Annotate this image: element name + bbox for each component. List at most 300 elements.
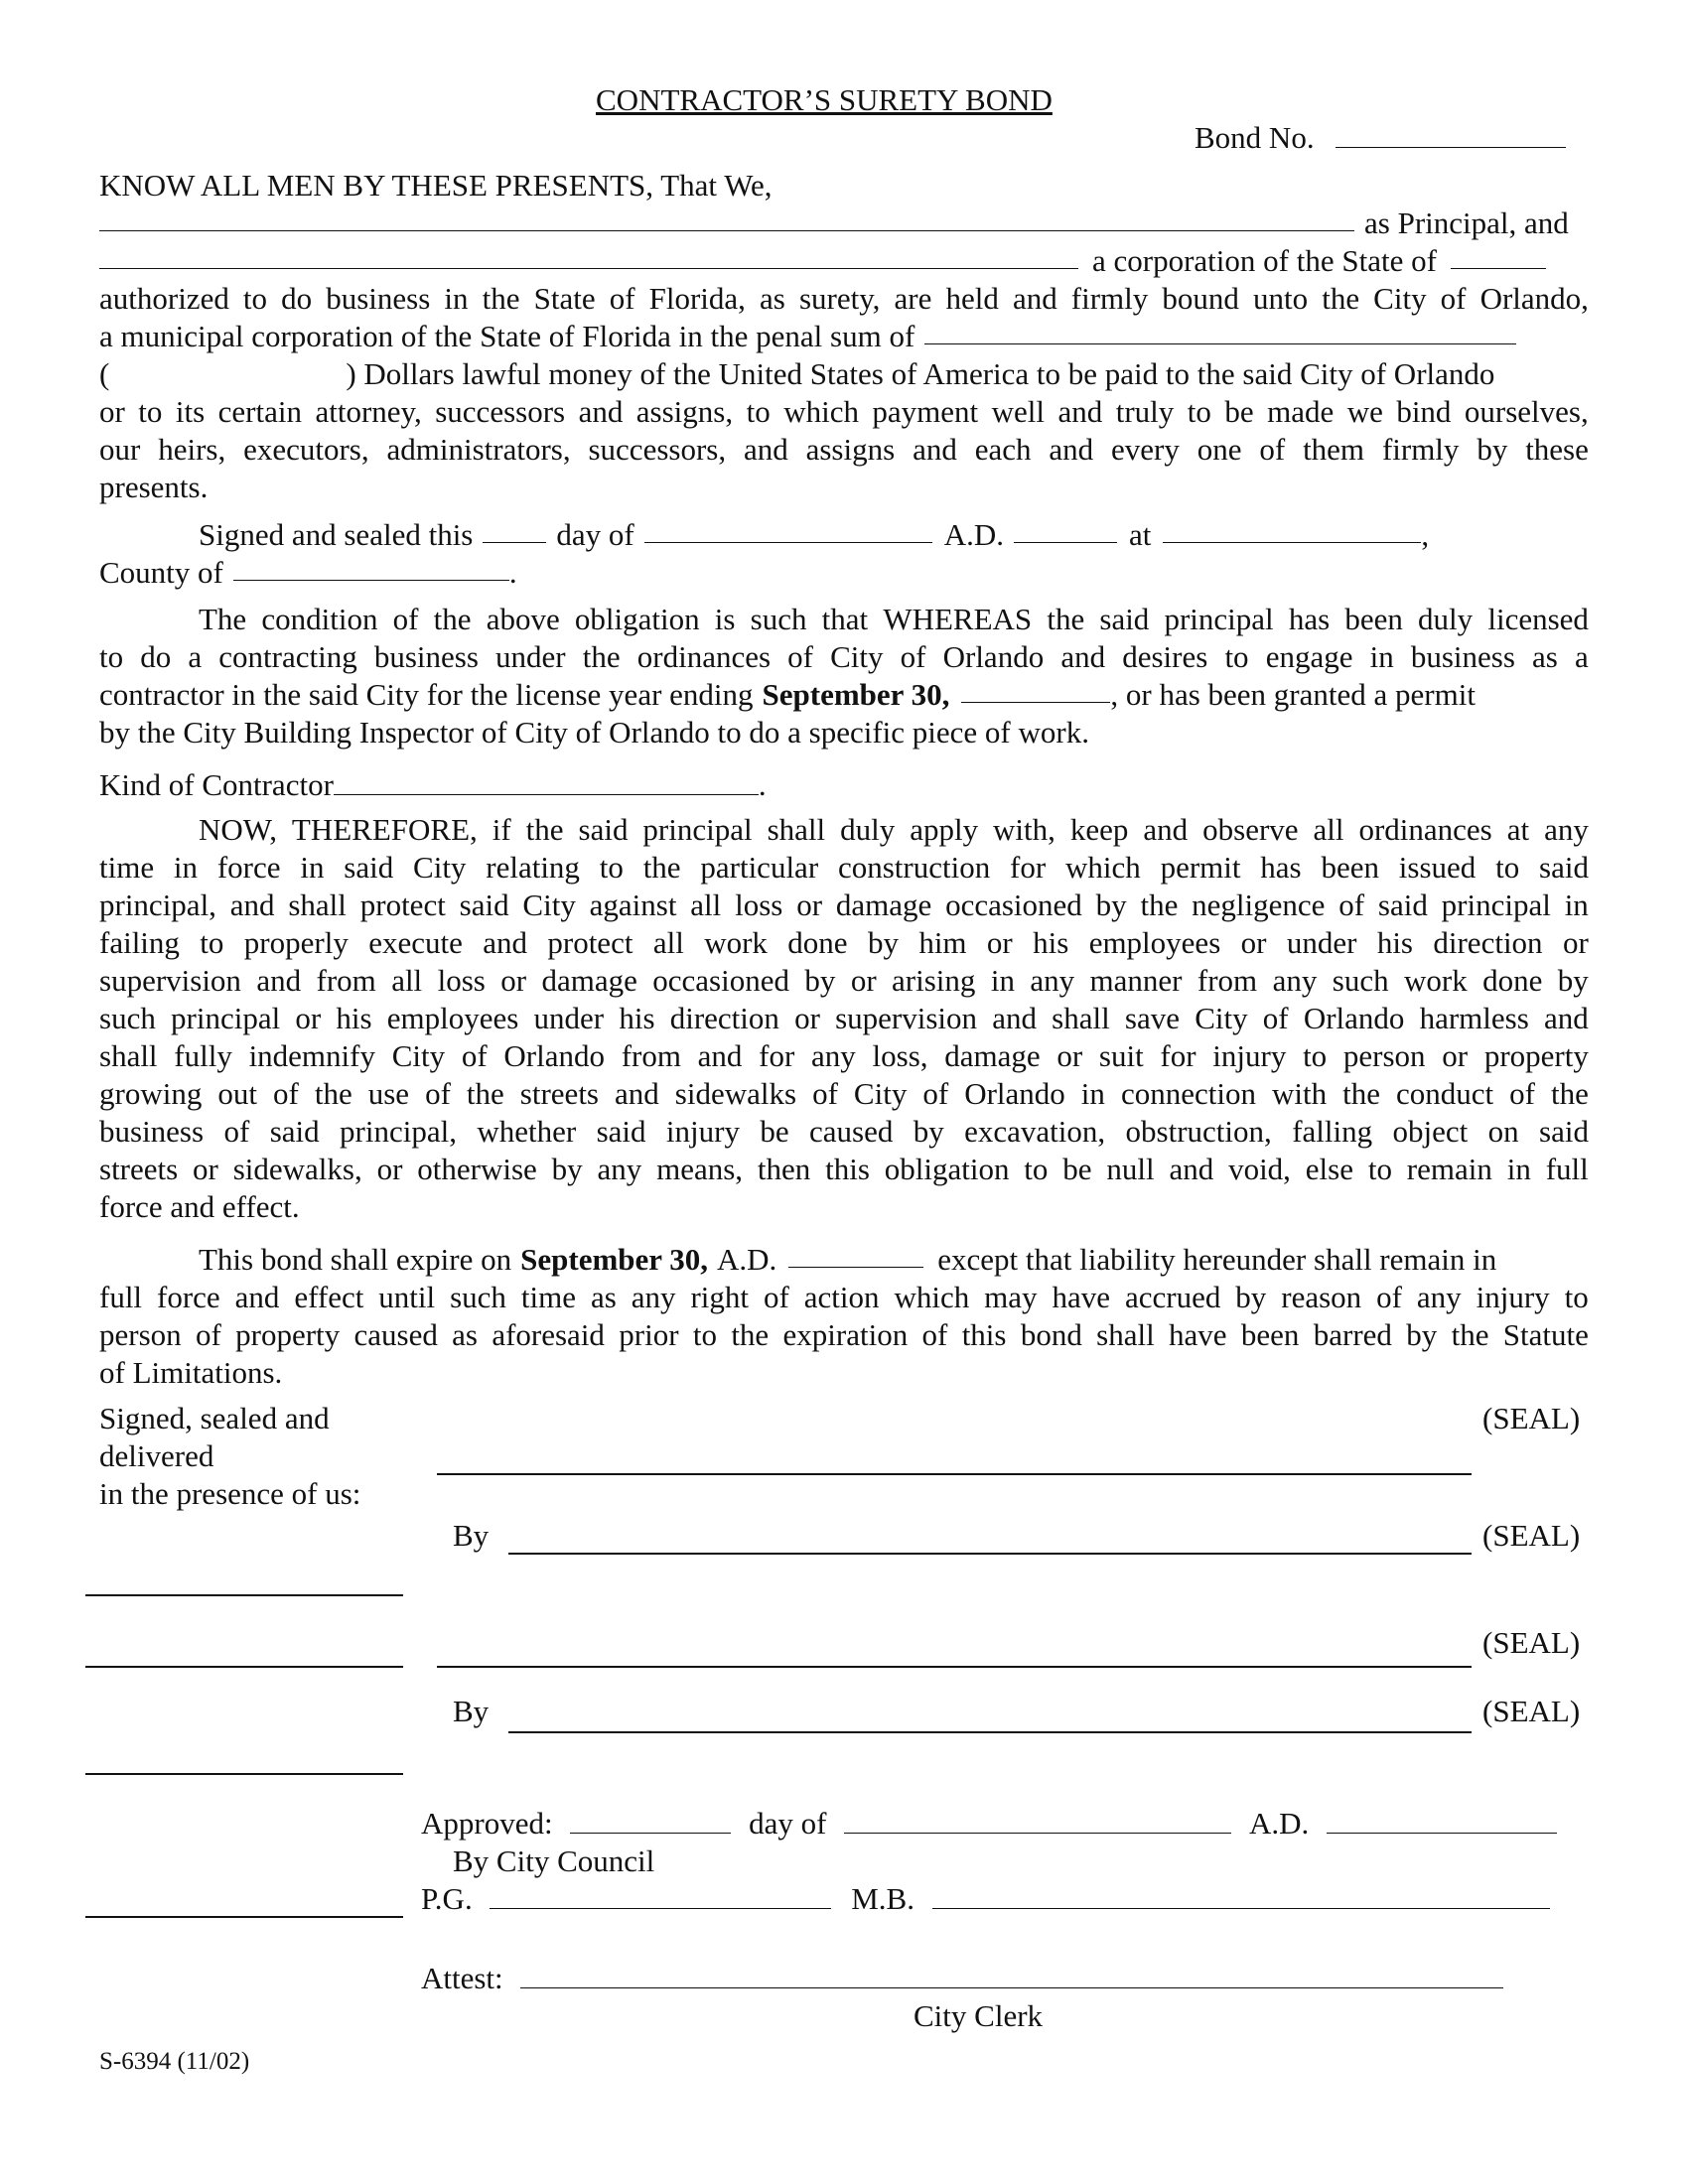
word: City xyxy=(391,1038,446,1073)
word: condition xyxy=(261,602,378,636)
word: barred xyxy=(1313,1317,1392,1352)
word: and xyxy=(1049,432,1094,467)
witness-signature-line-3[interactable] xyxy=(85,1773,403,1775)
word: person xyxy=(1342,1038,1426,1073)
word: shall xyxy=(767,812,826,847)
word: which xyxy=(894,1280,970,1314)
word: his xyxy=(336,1001,372,1035)
word: above xyxy=(486,602,560,636)
approved-month-field[interactable] xyxy=(844,1807,1231,1834)
word: we xyxy=(1346,394,1383,429)
word: and xyxy=(256,963,302,998)
word: to xyxy=(1187,394,1211,429)
word: of xyxy=(461,1038,488,1073)
word: force xyxy=(157,1280,220,1314)
word: then xyxy=(757,1152,811,1186)
word: ordinances xyxy=(636,639,772,674)
intro-line4 xyxy=(99,280,1589,318)
word: and xyxy=(1143,812,1189,847)
word: his xyxy=(619,1001,655,1035)
page-title: CONTRACTOR’S SURETY BOND xyxy=(596,82,1053,117)
condition-line3: contractor in the said City for the license year ending September 30, , or has been granted a permit xyxy=(99,677,1476,712)
word: or xyxy=(193,1152,218,1186)
word: be xyxy=(1062,1152,1092,1186)
word: duly xyxy=(840,812,896,847)
word: heirs, xyxy=(158,432,226,467)
word: to xyxy=(1495,850,1520,885)
word: damage xyxy=(944,1038,1041,1073)
word: negligence xyxy=(1192,887,1326,922)
signed-year-field[interactable] xyxy=(1014,516,1117,543)
word: one xyxy=(1196,432,1242,467)
word: of xyxy=(425,1076,451,1111)
word: excavation, xyxy=(964,1114,1106,1149)
word: shall xyxy=(99,1038,158,1073)
word: to xyxy=(138,394,163,429)
word: in xyxy=(1369,639,1394,674)
word: the xyxy=(482,281,520,316)
word: by xyxy=(804,963,836,998)
word: injury xyxy=(1476,1280,1550,1314)
word: such xyxy=(750,602,807,636)
word: The xyxy=(199,602,247,636)
word: protect xyxy=(359,887,446,922)
word: at xyxy=(1506,812,1530,847)
word: and xyxy=(615,1076,659,1111)
word: been xyxy=(1321,850,1379,885)
word: to xyxy=(692,1317,717,1352)
expiry-year-field[interactable] xyxy=(788,1241,923,1268)
seal-label-1: (SEAL) xyxy=(1482,1401,1581,1435)
word: all xyxy=(690,887,722,922)
word: time xyxy=(99,850,155,885)
word: in xyxy=(990,963,1015,998)
word: with, xyxy=(993,812,1055,847)
word: of xyxy=(1440,281,1467,316)
word: licensed xyxy=(1487,602,1589,636)
word: duly xyxy=(1418,602,1474,636)
word: issued xyxy=(1398,850,1477,885)
word: employees xyxy=(1088,925,1221,960)
word: be xyxy=(1224,394,1254,429)
intro-line5: a municipal corporation of the State of Florida in the penal sum of xyxy=(99,318,1589,355)
approved-day-field[interactable] xyxy=(570,1807,731,1834)
kind-of-contractor-field[interactable] xyxy=(334,768,759,795)
now-therefore-paragraph xyxy=(99,811,1589,1226)
surety-by-signature-line[interactable] xyxy=(508,1731,1472,1733)
bond-no-field[interactable] xyxy=(1336,121,1566,148)
by-label-1: By xyxy=(453,1518,490,1553)
signed-sealed-line1: Signed and sealed this day of A.D. at , xyxy=(199,517,1430,552)
now-therefore-line xyxy=(99,1037,1589,1075)
word: to xyxy=(746,394,771,429)
word: loss xyxy=(437,963,486,998)
word: and xyxy=(234,1280,280,1314)
attest-signature-field[interactable] xyxy=(520,1962,1503,1988)
word: by xyxy=(551,1152,583,1186)
word: of xyxy=(392,602,419,636)
word: State xyxy=(533,281,596,316)
word: from xyxy=(316,963,376,998)
word: the xyxy=(466,1076,504,1111)
word: properly xyxy=(243,925,349,960)
word: permit xyxy=(1160,850,1241,885)
word: apply xyxy=(910,812,979,847)
word: have xyxy=(1169,1317,1227,1352)
word: right xyxy=(690,1280,749,1314)
word: such xyxy=(450,1280,506,1314)
expiry-line2 xyxy=(99,1279,1589,1316)
word: well xyxy=(991,394,1046,429)
surety-state-field[interactable] xyxy=(1451,242,1546,269)
word: occasioned xyxy=(652,963,789,998)
word: force xyxy=(216,850,281,885)
word: action xyxy=(803,1280,880,1314)
word: all xyxy=(1313,812,1344,847)
expiry-line4: of Limitations. xyxy=(99,1355,283,1390)
witness-signature-line-1[interactable] xyxy=(85,1594,403,1596)
word: said xyxy=(596,1114,646,1149)
approved-year-field[interactable] xyxy=(1327,1807,1557,1834)
county-field[interactable] xyxy=(233,554,509,581)
surety-signature-line[interactable] xyxy=(437,1666,1472,1668)
word: all xyxy=(652,925,684,960)
word: under xyxy=(533,1001,605,1035)
word: caused xyxy=(353,1317,438,1352)
word: any xyxy=(811,1038,856,1073)
word: principal xyxy=(642,812,753,847)
word: obstruction, xyxy=(1125,1114,1272,1149)
word: reason xyxy=(1281,1280,1362,1314)
word: occasioned xyxy=(945,887,1082,922)
word: of xyxy=(787,639,813,674)
now-therefore-line xyxy=(99,1151,1589,1188)
word: principal xyxy=(1441,887,1551,922)
principal-name-field[interactable] xyxy=(99,205,1354,231)
word: such xyxy=(1332,963,1389,998)
word: the xyxy=(1342,1076,1380,1111)
word: and xyxy=(1543,1001,1589,1035)
word: ordinances xyxy=(1358,812,1492,847)
word: with xyxy=(1271,1076,1328,1111)
word: supervision xyxy=(99,963,241,998)
word: and xyxy=(913,432,957,467)
word: be xyxy=(760,1114,789,1149)
word: in xyxy=(173,850,199,885)
word: as xyxy=(760,281,785,316)
word: of xyxy=(223,1114,250,1149)
word: shall xyxy=(288,887,347,922)
word: bind xyxy=(1396,394,1452,429)
word: property xyxy=(235,1317,341,1352)
word: executors, xyxy=(243,432,369,467)
word: void, xyxy=(1228,1152,1291,1186)
by-label-2: By xyxy=(453,1694,490,1728)
word: by xyxy=(913,1114,944,1149)
word: conduct xyxy=(1396,1076,1494,1111)
word: property xyxy=(1483,1038,1589,1073)
word: that xyxy=(821,602,869,636)
word: against xyxy=(589,887,677,922)
seal-label-4: (SEAL) xyxy=(1482,1694,1581,1728)
word: surety, xyxy=(798,281,881,316)
mb-field[interactable] xyxy=(932,1882,1550,1909)
word: this xyxy=(825,1152,870,1186)
word: or xyxy=(376,1152,403,1186)
word: City xyxy=(853,1076,908,1111)
word: in xyxy=(1080,1076,1105,1111)
word: payment xyxy=(872,394,979,429)
word: in xyxy=(300,850,325,885)
word: NOW, xyxy=(199,812,277,847)
word: any xyxy=(597,1152,642,1186)
form-number: S-6394 (11/02) xyxy=(99,2048,250,2075)
word: and xyxy=(578,394,624,429)
word: principal, xyxy=(340,1114,457,1149)
word: City xyxy=(1373,281,1427,316)
word: prior xyxy=(619,1317,679,1352)
approved-row: Approved: day of A.D. xyxy=(421,1805,1557,1843)
word: certain xyxy=(217,394,302,429)
expiry-line3 xyxy=(99,1316,1589,1354)
bond-no-label: Bond No. xyxy=(1195,120,1315,155)
word: the xyxy=(731,1317,770,1352)
word: each xyxy=(974,432,1032,467)
now-therefore-line xyxy=(99,887,1589,924)
word: and xyxy=(483,925,527,960)
word: the xyxy=(433,602,472,636)
intro-line2: as Principal, and xyxy=(99,205,1589,242)
word: by xyxy=(1095,887,1127,922)
word: relating xyxy=(486,850,580,885)
signed-month-field[interactable] xyxy=(644,516,932,543)
word: unto xyxy=(1252,281,1309,316)
word: said xyxy=(1539,1114,1589,1149)
principal-by-signature-line[interactable] xyxy=(508,1553,1472,1555)
condition-paragraph xyxy=(99,601,1589,751)
word: person xyxy=(99,1317,182,1352)
bond-no-row xyxy=(1195,119,1566,157)
word: every xyxy=(1111,432,1180,467)
now-therefore-line: force and effect. xyxy=(99,1189,300,1224)
word: falling xyxy=(1292,1114,1373,1149)
word: firmly xyxy=(1070,281,1149,316)
word: and xyxy=(1057,394,1103,429)
word: contracting xyxy=(218,639,357,674)
now-therefore-line xyxy=(99,924,1589,962)
word: to xyxy=(1564,1280,1589,1314)
word: or xyxy=(794,1001,820,1035)
condition-line4: by the City Building Inspector of City of Orlando to do a specific piece of work. xyxy=(99,715,1089,750)
witness-caption-line3: in the presence of us: xyxy=(99,1476,361,1511)
word: in xyxy=(444,281,469,316)
word: Orlando xyxy=(942,639,1045,674)
word: such xyxy=(99,1001,156,1035)
principal-signature-line[interactable] xyxy=(437,1473,1472,1475)
word: failing xyxy=(99,925,180,960)
word: made xyxy=(1267,394,1335,429)
word: of xyxy=(609,281,635,316)
signed-day-field[interactable] xyxy=(483,516,546,543)
word: which xyxy=(1064,850,1141,885)
word: City xyxy=(1195,1001,1248,1035)
word: or xyxy=(99,394,125,429)
word: Orlando xyxy=(1303,1001,1405,1035)
word: of xyxy=(812,1076,838,1111)
word: business xyxy=(99,1114,205,1149)
word: connection xyxy=(1120,1076,1256,1111)
word: any xyxy=(1544,812,1589,847)
word: sidewalks xyxy=(674,1076,797,1111)
word: said xyxy=(269,1114,320,1149)
word: of xyxy=(1259,432,1286,467)
word: fully xyxy=(174,1038,232,1073)
word: the xyxy=(314,1076,352,1111)
word: work xyxy=(704,925,768,960)
witness-signature-line-2[interactable] xyxy=(85,1666,403,1668)
word: of xyxy=(195,1317,221,1352)
word: are xyxy=(894,281,932,316)
word: in xyxy=(1506,1152,1531,1186)
word: streets xyxy=(99,1152,179,1186)
word: which xyxy=(783,394,859,429)
condition-line2 xyxy=(99,638,1589,676)
word: desires xyxy=(1122,639,1208,674)
word: or xyxy=(1240,925,1267,960)
witness-caption-line2: delivered xyxy=(99,1438,214,1473)
word: City xyxy=(522,887,576,922)
word: else xyxy=(1305,1152,1353,1186)
word: of xyxy=(763,1280,789,1314)
word: any xyxy=(1030,963,1075,998)
word: whether xyxy=(477,1114,577,1149)
word: under xyxy=(495,639,566,674)
word: and xyxy=(992,1001,1037,1035)
word: said xyxy=(578,812,629,847)
kind-of-contractor-row: Kind of Contractor . xyxy=(99,767,767,802)
word: authorized xyxy=(99,281,229,316)
word: done xyxy=(787,925,848,960)
now-therefore-line xyxy=(99,1000,1589,1037)
word: injury xyxy=(665,1114,740,1149)
word: use xyxy=(367,1076,410,1111)
word: his xyxy=(1376,925,1413,960)
word: any xyxy=(631,1280,676,1314)
signed-sealed-paragraph xyxy=(99,516,1589,592)
word: business xyxy=(1410,639,1515,674)
word: shall xyxy=(1052,1001,1110,1035)
word: means, xyxy=(656,1152,744,1186)
surety-name-field[interactable] xyxy=(99,242,1078,269)
word: ourselves, xyxy=(1464,394,1589,429)
word: of xyxy=(1509,1076,1535,1111)
word: the xyxy=(582,639,621,674)
word: the xyxy=(1140,887,1179,922)
intro-line1: KNOW ALL MEN BY THESE PRESENTS, That We, xyxy=(99,168,773,203)
word: or xyxy=(1442,1038,1469,1073)
word: or xyxy=(295,1001,322,1035)
word: as xyxy=(452,1317,478,1352)
word: employees xyxy=(386,1001,519,1035)
now-therefore-line xyxy=(99,1113,1589,1151)
word: this xyxy=(961,1317,1007,1352)
word: manner xyxy=(1089,963,1183,998)
word: aforesaid xyxy=(492,1317,605,1352)
word: its xyxy=(175,394,206,429)
word: the xyxy=(525,812,564,847)
by-city-council-label: By City Council xyxy=(453,1843,655,1878)
word: to xyxy=(1224,639,1249,674)
word: engage xyxy=(1265,639,1353,674)
word: bond xyxy=(1020,1317,1082,1352)
word: successors, xyxy=(588,432,727,467)
word: THEREFORE, xyxy=(291,812,478,847)
penal-sum-amount-field[interactable] xyxy=(109,355,346,393)
word: until xyxy=(378,1280,436,1314)
word: accrued xyxy=(1124,1280,1221,1314)
word: any xyxy=(1272,963,1318,998)
witness-signature-line-4[interactable] xyxy=(85,1916,403,1918)
word: bound xyxy=(1162,281,1239,316)
word: and xyxy=(697,1038,743,1073)
seal-label-2: (SEAL) xyxy=(1482,1518,1581,1553)
word: in xyxy=(1564,887,1589,922)
word: direction xyxy=(1433,925,1543,960)
word: has xyxy=(1260,850,1302,885)
signed-place-field[interactable] xyxy=(1163,516,1421,543)
word: said xyxy=(1377,887,1428,922)
word: a xyxy=(1575,639,1589,674)
license-year-field[interactable] xyxy=(961,676,1110,703)
word: City xyxy=(413,850,467,885)
word: by xyxy=(1557,963,1589,998)
pg-mb-row: P.G. M.B. xyxy=(421,1880,1550,1918)
word: by xyxy=(867,925,899,960)
word: may xyxy=(984,1280,1038,1314)
word: him xyxy=(918,925,967,960)
word: said xyxy=(344,850,394,885)
word: remain xyxy=(1406,1152,1492,1186)
word: of xyxy=(1338,887,1365,922)
word: has xyxy=(1288,602,1331,636)
word: loss, xyxy=(872,1038,928,1073)
word: Orlando xyxy=(503,1038,605,1073)
word: shall xyxy=(1096,1317,1155,1352)
word: the xyxy=(642,850,681,885)
word: construction xyxy=(837,850,991,885)
word: by xyxy=(1477,432,1508,467)
word: the xyxy=(1047,602,1085,636)
word: of xyxy=(1376,1280,1402,1314)
pg-field[interactable] xyxy=(490,1882,831,1909)
word: from xyxy=(1196,963,1258,998)
word: do xyxy=(140,639,172,674)
intro-line9: presents. xyxy=(99,470,209,504)
word: growing xyxy=(99,1076,203,1111)
word: been xyxy=(1344,602,1403,636)
word: Orlando xyxy=(964,1076,1065,1111)
intro-line6: ( ) Dollars lawful money of the United States of America to be paid to the said City of Orlando xyxy=(99,356,1495,391)
word: business xyxy=(373,639,479,674)
penal-sum-words-field[interactable] xyxy=(924,318,1516,344)
word: principal xyxy=(1164,602,1274,636)
word: said xyxy=(1099,602,1150,636)
word: firmly xyxy=(1381,432,1460,467)
word: expiration xyxy=(782,1317,909,1352)
word: null xyxy=(1106,1152,1155,1186)
word: protect xyxy=(547,925,633,960)
intro-line3: a corporation of the State of xyxy=(99,242,1589,280)
